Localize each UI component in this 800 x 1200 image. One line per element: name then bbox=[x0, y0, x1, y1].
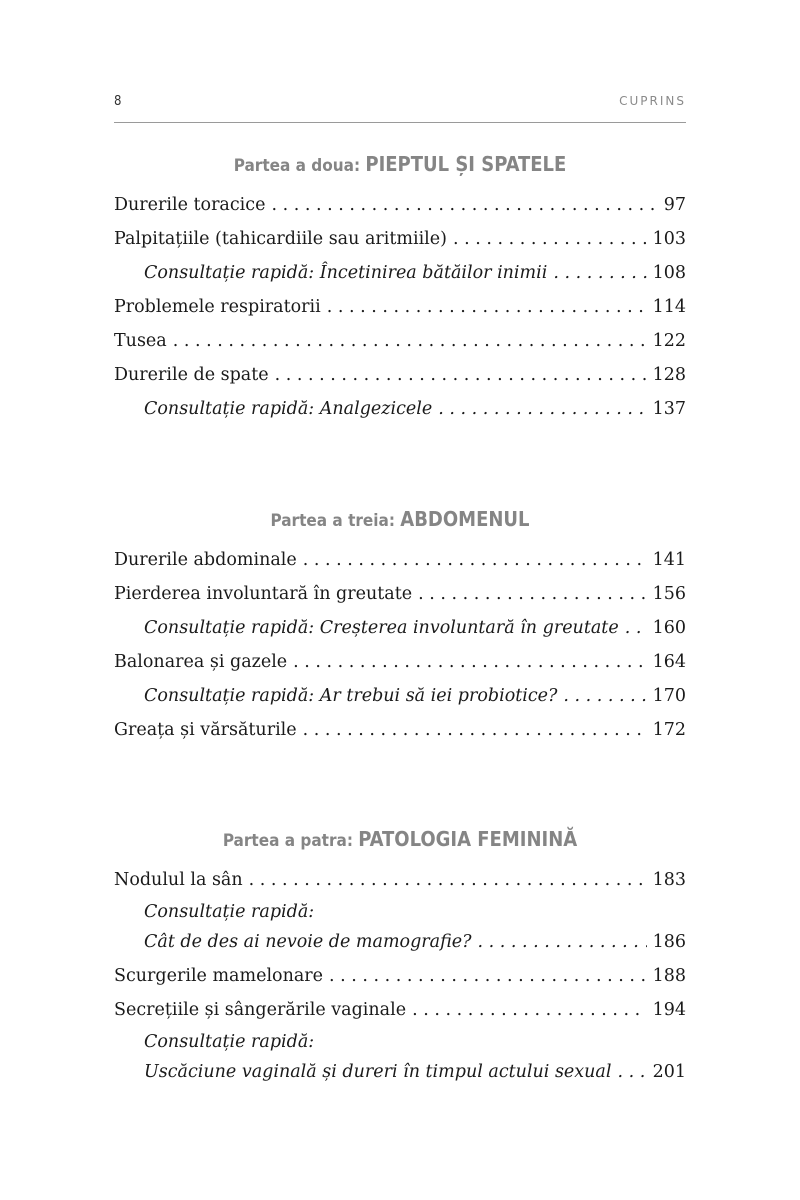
toc-entry[interactable] bbox=[114, 993, 686, 1027]
toc-entry[interactable] bbox=[114, 290, 686, 324]
toc-entry-page: 160 bbox=[652, 618, 686, 638]
dot-leader bbox=[478, 925, 647, 959]
page-number: 8 bbox=[114, 94, 122, 109]
part-heading bbox=[114, 505, 686, 533]
dot-leader bbox=[625, 611, 647, 645]
toc-entry-title: Tusea bbox=[114, 331, 167, 351]
toc-section-part-2 bbox=[114, 150, 686, 426]
toc-entry-title: Consultație rapidă: Analgezicele bbox=[144, 399, 433, 419]
running-title: CUPRINS bbox=[619, 94, 686, 108]
toc-subentry[interactable] bbox=[114, 611, 686, 645]
toc-entry-title: Problemele respiratorii bbox=[114, 297, 321, 317]
toc-entry[interactable] bbox=[114, 543, 686, 577]
toc-entry-page: 141 bbox=[652, 550, 686, 570]
toc-entry-page: 170 bbox=[652, 686, 686, 706]
toc-entry-title-line1: Consultație rapidă: bbox=[144, 902, 315, 922]
dot-leader bbox=[249, 863, 647, 897]
dot-leader bbox=[327, 290, 647, 324]
dot-leader bbox=[412, 993, 647, 1027]
part-heading bbox=[114, 825, 686, 853]
toc-entry[interactable] bbox=[114, 863, 686, 897]
toc-entry-title-line1: Consultație rapidă: bbox=[144, 1032, 315, 1052]
toc-entry-page: 156 bbox=[652, 584, 686, 604]
dot-leader bbox=[293, 645, 646, 679]
toc-entry-title: Durerile abdominale bbox=[114, 550, 297, 570]
toc-entry-title: Secrețiile și sângerările vaginale bbox=[114, 1000, 407, 1020]
dot-leader bbox=[303, 713, 647, 747]
toc-entry-title: Greața și vărsăturile bbox=[114, 720, 297, 740]
dot-leader bbox=[275, 358, 647, 392]
part-prefix: Partea a patra: bbox=[222, 831, 359, 851]
toc-entry[interactable] bbox=[114, 188, 686, 222]
toc-entry-title: Scurgerile mamelonare bbox=[114, 966, 324, 986]
part-name: PIEPTUL ȘI SPATELE bbox=[365, 152, 567, 176]
part-name: ABDOMENUL bbox=[400, 507, 530, 531]
toc-entry-page: 186 bbox=[652, 932, 686, 952]
toc-entry-title: Balonarea și gazele bbox=[114, 652, 288, 672]
toc-entry-page: 172 bbox=[652, 720, 686, 740]
toc-entry-title: Consultație rapidă: Creșterea involuntară în greutate bbox=[144, 618, 619, 638]
toc-entry[interactable] bbox=[114, 959, 686, 993]
toc-entry-page: 137 bbox=[652, 399, 686, 419]
toc-entry-title: Consultație rapidă: Încetinirea bătăilor inimii bbox=[144, 263, 548, 283]
toc-entry-title: Consultație rapidă: Ar trebui să iei probiotice? bbox=[144, 686, 558, 706]
toc-entry-page: 164 bbox=[652, 652, 686, 672]
toc-subentry[interactable] bbox=[114, 256, 686, 290]
dot-leader bbox=[303, 543, 647, 577]
dot-leader bbox=[438, 392, 646, 426]
part-prefix: Partea a doua: bbox=[233, 156, 366, 176]
toc-entry-page: 108 bbox=[652, 263, 686, 283]
toc-entry-page: 114 bbox=[652, 297, 686, 317]
toc-entry[interactable] bbox=[114, 222, 686, 256]
toc-subentry[interactable] bbox=[114, 1027, 686, 1089]
page-header bbox=[114, 92, 686, 123]
toc-entry[interactable] bbox=[114, 577, 686, 611]
toc-entry-title-line2: Uscăciune vaginală și dureri în timpul actului sexual bbox=[144, 1062, 612, 1082]
dot-leader bbox=[173, 324, 647, 358]
toc-entry-title: Nodulul la sân bbox=[114, 870, 243, 890]
toc-subentry[interactable] bbox=[114, 679, 686, 713]
toc-entry-page: 122 bbox=[652, 331, 686, 351]
toc-entry[interactable] bbox=[114, 358, 686, 392]
dot-leader bbox=[418, 577, 646, 611]
toc-entry-page: 201 bbox=[652, 1062, 686, 1082]
toc-entry-page: 97 bbox=[663, 195, 686, 215]
dot-leader bbox=[329, 959, 647, 993]
toc-entry-page: 188 bbox=[652, 966, 686, 986]
part-heading bbox=[114, 150, 686, 178]
toc-entry-title-line2: Cât de des ai nevoie de mamografie? bbox=[144, 932, 472, 952]
dot-leader bbox=[453, 222, 647, 256]
toc-entry-page: 183 bbox=[652, 870, 686, 890]
toc-entry-title: Durerile toracice bbox=[114, 195, 266, 215]
toc-section-part-4 bbox=[114, 825, 686, 1089]
toc-subentry[interactable] bbox=[114, 897, 686, 959]
toc-entry-title: Pierderea involuntară în greutate bbox=[114, 584, 413, 604]
toc-entry-page: 128 bbox=[652, 365, 686, 385]
toc-entry-page: 103 bbox=[652, 229, 686, 249]
toc-subentry[interactable] bbox=[114, 392, 686, 426]
toc-entry[interactable] bbox=[114, 645, 686, 679]
dot-leader bbox=[617, 1055, 646, 1089]
toc-entry[interactable] bbox=[114, 324, 686, 358]
toc-entry-title: Palpitațiile (tahicardiile sau aritmiile) bbox=[114, 229, 447, 249]
toc-entry-title: Durerile de spate bbox=[114, 365, 269, 385]
toc-section-part-3 bbox=[114, 505, 686, 747]
part-prefix: Partea a treia: bbox=[270, 511, 401, 531]
dot-leader bbox=[563, 679, 646, 713]
dot-leader bbox=[553, 256, 646, 290]
dot-leader bbox=[271, 188, 657, 222]
part-name: PATOLOGIA FEMININĂ bbox=[358, 827, 578, 851]
toc-entry-page: 194 bbox=[652, 1000, 686, 1020]
toc-entry[interactable] bbox=[114, 713, 686, 747]
